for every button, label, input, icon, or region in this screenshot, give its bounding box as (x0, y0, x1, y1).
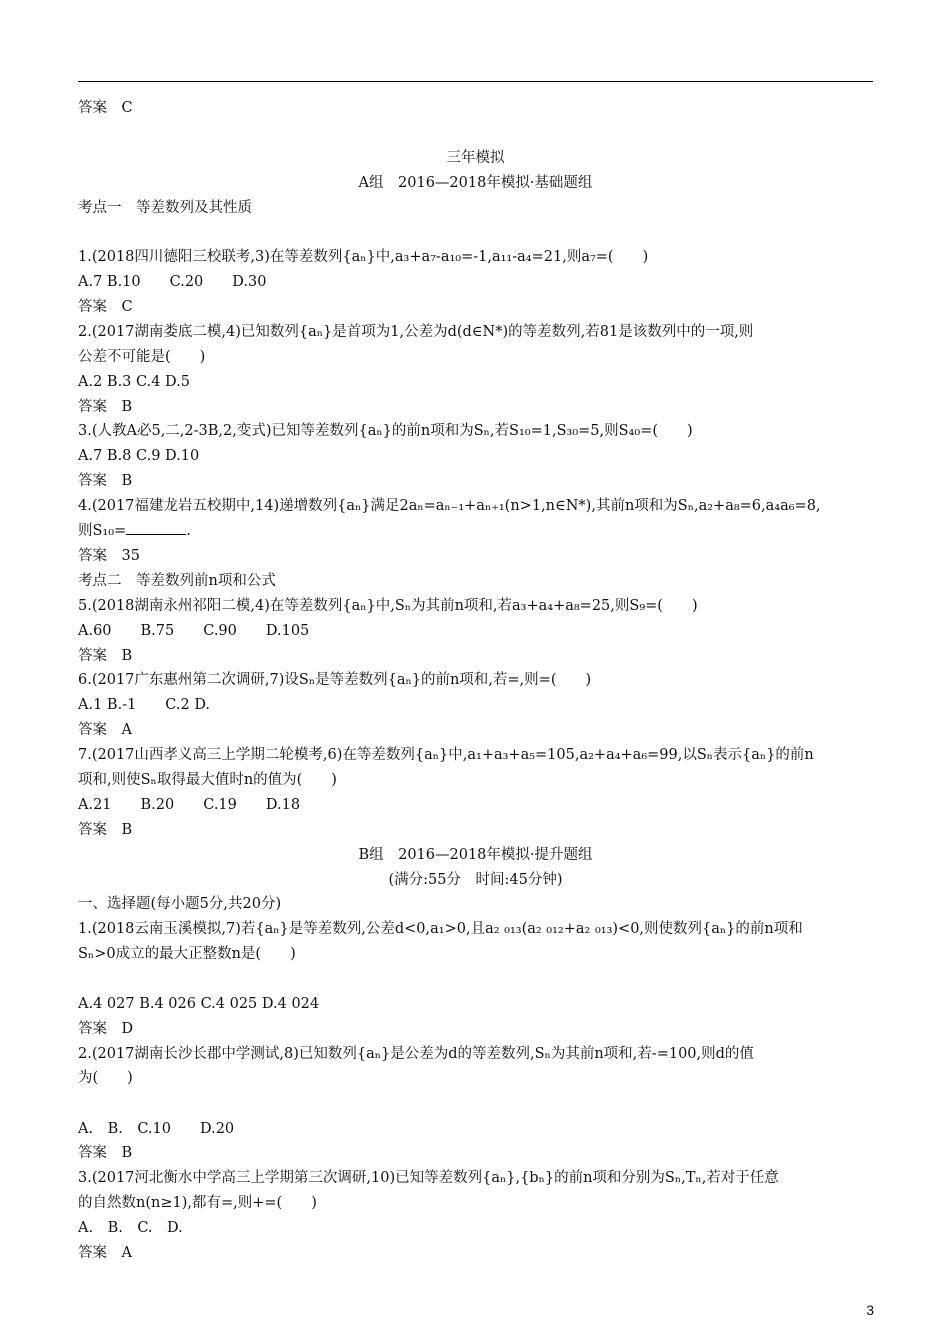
question-line: 4.(2017福建龙岩五校期中,14)递增数列{aₙ}满足2aₙ=aₙ₋₁+aₙ₊₁(n>1,n∈N*),其前n项和为Sₙ,a₂+a₈=6,a₄a₆=8, (78, 498, 821, 514)
question-line: 7.(2017山西孝义高三上学期二轮模考,6)在等差数列{aₙ}中,a₁+a₃+a₅=105,a₂+a₄+a₆=99,以Sₙ表示{aₙ}的前n (78, 747, 814, 763)
question-line: Sₙ>0成立的最大正整数n是( ) (78, 946, 296, 962)
options-line: A.2 B.3 C.4 D.5 (78, 374, 190, 390)
question-end: . (186, 523, 191, 539)
answer-line: 答案 B (78, 399, 133, 415)
question-line: 6.(2017广东惠州第二次调研,7)设Sₙ是等差数列{aₙ}的前n项和,若=,则=( ) (78, 672, 592, 688)
answer-line: 答案 B (78, 473, 133, 489)
answer-line: 答案 B (78, 822, 133, 838)
fill-blank (126, 522, 186, 535)
answer-line: 答案 A (78, 1245, 132, 1261)
question-line: 2.(2017湖南娄底二模,4)已知数列{aₙ}是首项为1,公差为d(d∈N*)的等差数列,若81是该数列中的一项,则 (78, 324, 754, 340)
page-number: 3 (866, 1302, 874, 1318)
question-line: 为( ) (78, 1070, 133, 1086)
options-line: A.4 027 B.4 026 C.4 025 D.4 024 (78, 996, 320, 1012)
topic-heading: 考点二 等差数列前n项和公式 (78, 573, 276, 589)
question-line: 3.(人教A必5,二,2-3B,2,变式)已知等差数列{aₙ}的前n项和为Sₙ,若S₁₀=1,S₃₀=5,则S₄₀=( ) (78, 423, 693, 439)
options-line: A. B. C. D. (78, 1220, 183, 1236)
options-line: A.21 B.20 C.19 D.18 (78, 797, 301, 813)
question-line: 公差不可能是( ) (78, 349, 206, 365)
options-line: A.7 B.10 C.20 D.30 (78, 274, 267, 290)
top-answer: 答案 C (78, 100, 133, 116)
options-line: A.7 B.8 C.9 D.10 (78, 448, 200, 464)
options-line: A. B. C.10 D.20 (78, 1121, 235, 1137)
options-line: A.60 B.75 C.90 D.105 (78, 623, 310, 639)
question-line: 3.(2017河北衡水中学高三上学期第三次调研,10)已知等差数列{aₙ},{bₙ}的前n项和分别为Sₙ,Tₙ,若对于任意 (78, 1170, 779, 1186)
answer-line: 答案 B (78, 648, 133, 664)
question-line-with-blank (78, 522, 191, 540)
options-line: A.1 B.-1 C.2 D. (78, 697, 211, 713)
topic-heading: 考点一 等差数列及其性质 (78, 200, 252, 216)
question-line: 的自然数n(n≥1),都有=,则+=( ) (78, 1195, 317, 1211)
group-b-title: B组 2016—2018年模拟·提升题组 (358, 847, 593, 863)
header-rule (78, 81, 873, 82)
group-b-note: (满分:55分 时间:45分钟) (388, 872, 563, 888)
question-line: 2.(2017湖南长沙长郡中学测试,8)已知数列{aₙ}是公差为d的等差数列,Sₙ为其前n项和,若-=100,则d的值 (78, 1046, 754, 1062)
group-a-title: A组 2016—2018年模拟·基础题组 (358, 175, 593, 191)
question-line: 5.(2018湖南永州祁阳二模,4)在等差数列{aₙ}中,Sₙ为其前n项和,若a₃+a₄+a₈=25,则S₉=( ) (78, 598, 698, 614)
question-line: 1.(2018云南玉溪模拟,7)若{aₙ}是等差数列,公差d<0,a₁>0,且a₂ ₀₁₃(a₂ ₀₁₂+a₂ ₀₁₃)<0,则使数列{aₙ}的前n项和 (78, 921, 803, 937)
question-line: 项和,则使Sₙ取得最大值时n的值为( ) (78, 772, 337, 788)
answer-line: 答案 B (78, 1145, 133, 1161)
section-title: 三年模拟 (446, 150, 505, 166)
section-heading: 一、选择题(每小题5分,共20分) (78, 896, 282, 912)
question-text: 则S₁₀= (78, 523, 127, 539)
answer-line: 答案 C (78, 299, 133, 315)
answer-line: 答案 A (78, 722, 132, 738)
answer-line: 答案 D (78, 1021, 134, 1037)
answer-line: 答案 35 (78, 548, 140, 564)
question-line: 1.(2018四川德阳三校联考,3)在等差数列{aₙ}中,a₃+a₇-a₁₀=-1,a₁₁-a₄=21,则a₇=( ) (78, 249, 649, 265)
